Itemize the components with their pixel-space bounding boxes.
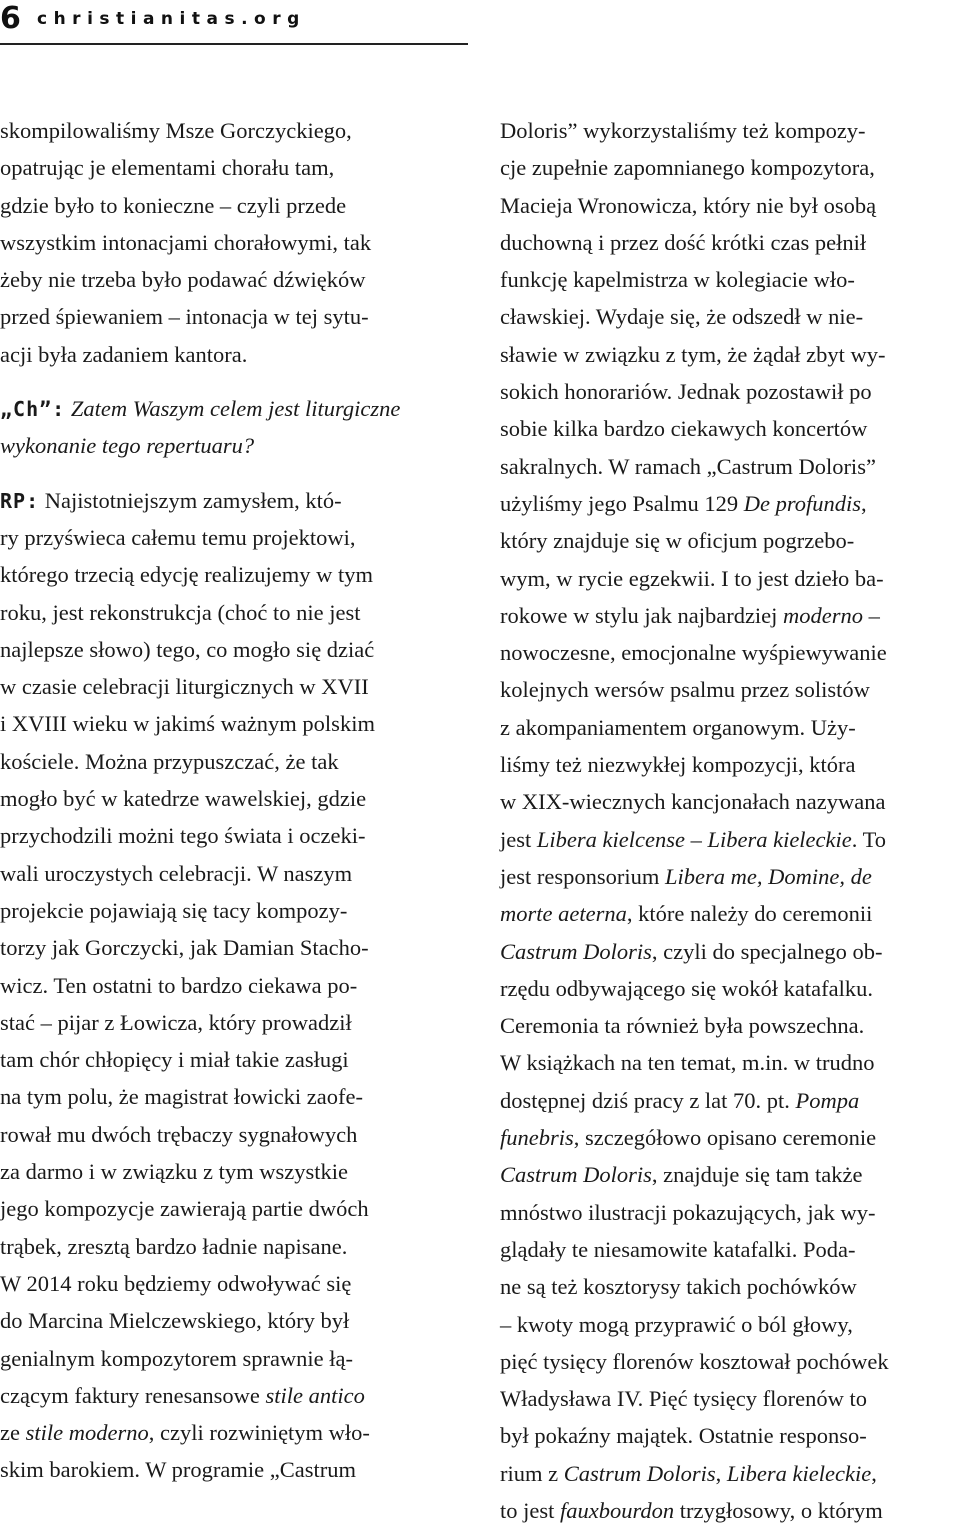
text-line: Macieja Wronowicza, który nie był osobą (500, 192, 877, 218)
italic-run: Pompa (795, 1087, 860, 1113)
text-line: z akompaniamentem organowym. Uży- (500, 714, 856, 740)
question-text: Zatem Waszym celem jest liturgiczne (70, 396, 401, 422)
text-line: wali uroczystych celebracji. W naszym (0, 860, 353, 886)
text-line: jego kompozycje zawierają partie dwóch (0, 1196, 369, 1222)
text-line (500, 895, 958, 932)
text-run: rokowe w stylu jak najbardziej (500, 602, 784, 628)
text-line (500, 1082, 958, 1119)
text-run: – (863, 602, 880, 628)
text-run: rium z (500, 1460, 564, 1486)
text-line: genialnym kompozytorem sprawnie łą- (0, 1345, 354, 1371)
left-column (0, 112, 456, 1489)
text-line: trąbek, zresztą bardzo ładnie napisane. (0, 1233, 348, 1259)
italic-run: fauxbourdon (560, 1497, 675, 1523)
text-line: roku, jest rekonstrukcja (choć to nie jest (0, 599, 361, 625)
italic-run: Libera kieleckie (726, 1460, 872, 1486)
text-line: którego trzecią edycję realizujemy w tym (0, 562, 373, 588)
text-line: gdzie było to konieczne – czyli przede (0, 192, 347, 218)
page-number: 6 (0, 1, 21, 36)
italic-run: stile moderno (25, 1420, 149, 1446)
text-line (0, 390, 456, 427)
text-line: wykonanie tego repertuaru? (0, 433, 255, 459)
text-line: kolejnych wersów psalmu przez solistów (500, 677, 870, 703)
text-line: nowoczesne, emocjonalne wyśpiewywanie (500, 640, 887, 666)
italic-run: funebris (500, 1125, 574, 1151)
text-line: mnóstwo ilustracji pokazujących, jak wy- (500, 1199, 876, 1225)
text-line (0, 482, 456, 519)
text-line (500, 1156, 958, 1193)
italic-run: Libera kielcense (536, 826, 685, 852)
text-run: , (871, 1460, 877, 1486)
text-line: w czasie celebracji liturgicznych w XVII (0, 674, 369, 700)
italic-run: morte aeterna (500, 901, 627, 927)
text-line: sobie kilka bardzo ciekawych koncertów (500, 416, 868, 442)
text-line: przed śpiewaniem – intonacja w tej sytu- (0, 304, 369, 330)
text-run: czącym faktury renesansowe (0, 1382, 266, 1408)
text-line: glądały te niesamowite katafalki. Poda- (500, 1236, 856, 1262)
paragraph-intro (0, 112, 456, 373)
text-line: rzędu odbywającego się wokół katafalku. (500, 975, 873, 1001)
text-line: mogło być w katedrze wawelskiej, gdzie (0, 786, 367, 812)
text-run: , (715, 1460, 727, 1486)
text-run: . To (851, 826, 887, 852)
text-line: kościele. Można przypuszczać, że tak (0, 748, 339, 774)
text-line: był pokaźny majątek. Ostatnie responso- (500, 1423, 867, 1449)
text-line: opatrując je elementami chorału tam, (0, 155, 335, 181)
text-line: pięć tysięcy florenów kosztował pochówek (500, 1348, 889, 1374)
text-line (500, 1492, 958, 1529)
italic-run: Libera kieleckie (707, 826, 852, 852)
text-line: stać – pijar z Łowicza, który prowadził (0, 1009, 352, 1035)
italic-run: moderno (783, 602, 864, 628)
italic-run: Castrum Doloris (500, 938, 652, 964)
text-line (500, 1455, 958, 1492)
text-line: W książkach na ten temat, m.in. w trudno (500, 1050, 875, 1076)
text-line: skompilowaliśmy Msze Gorczyckiego, (0, 118, 352, 143)
text-line: W 2014 roku będziemy odwoływać się (0, 1270, 352, 1296)
text-run: to jest (500, 1497, 560, 1523)
text-line: – kwoty mogą przyprawić o ból głowy, (500, 1311, 853, 1337)
text-run: , czyli do specjalnego ob- (651, 938, 883, 964)
text-line: cławskiej. Wydaje się, że odszedł w nie- (500, 304, 864, 330)
text-line: najlepsze słowo) tego, co mogło się dziać (0, 636, 375, 662)
text-line: który znajduje się w oficjum pogrzebo- (500, 528, 855, 554)
italic-run: Libera me, Domine, de (664, 863, 872, 889)
text-line: skim barokiem. W programie „Castrum (0, 1457, 356, 1483)
text-line: i XVIII wieku w jakimś ważnym polskim (0, 711, 375, 737)
text-line: cje zupełnie zapomnianego kompozytora, (500, 155, 875, 181)
text-line: wszystkim intonacjami chorałowymi, tak (0, 229, 372, 255)
answer-speaker: RP: (0, 488, 40, 513)
text-run: dostępnej dziś pracy z lat 70. pt. (500, 1087, 796, 1113)
text-line (500, 821, 958, 858)
text-run: trzygłosowy, o którym (674, 1497, 883, 1523)
text-line (500, 858, 958, 895)
text-line: w XIX-wiecznych kancjonałach nazywana (500, 789, 886, 815)
text-line: sławie w związku z tym, że żądał zbyt wy- (500, 341, 886, 367)
text-run: , czyli rozwiniętym wło- (148, 1420, 370, 1446)
text-run: , szczegółowo opisano ceremonie (573, 1125, 877, 1151)
text-line: za darmo i w związku z tym wszystkie (0, 1159, 349, 1185)
text-line (500, 485, 958, 522)
text-run: , (861, 490, 867, 516)
text-line: do Marcina Mielczewskiego, który był (0, 1308, 350, 1334)
text-line (500, 1119, 958, 1156)
text-run: jest (500, 826, 537, 852)
text-line: funkcję kapelmistrza w kolegiacie wło- (500, 267, 855, 293)
answer-text: Najistotniejszym zamysłem, któ- (44, 487, 342, 513)
italic-run: De profundis (743, 490, 862, 516)
text-line: rował mu dwóch trębaczy sygnałowych (0, 1121, 358, 1147)
text-line: tam chór chłopięcy i miał takie zasługi (0, 1047, 349, 1073)
text-line (0, 1377, 456, 1414)
text-run: , znajduje się tam także (651, 1162, 863, 1188)
italic-run: Castrum Doloris (500, 1162, 652, 1188)
site-name: christianitas.org (37, 9, 306, 29)
text-line: ne są też kosztorysy takich pochówków (500, 1274, 857, 1300)
right-column (500, 112, 958, 1529)
page-header (0, 0, 468, 44)
text-line: projekcie pojawiają się tacy kompozy- (0, 897, 348, 923)
header-rule (0, 43, 468, 45)
text-line: Władysława IV. Pięć tysięcy florenów to (500, 1386, 867, 1412)
text-line: Ceremonia ta również była powszechna. (500, 1013, 865, 1039)
text-line: wym, w rycie egzekwii. I to jest dzieło ba- (500, 565, 884, 591)
text-run: – (684, 826, 708, 852)
text-line: torzy jak Gorczycki, jak Damian Stacho- (0, 935, 369, 961)
text-line: żeby nie trzeba było podawać dźwięków (0, 267, 366, 293)
text-line: na tym polu, że magistrat łowicki zaofe- (0, 1084, 363, 1110)
text-run: jest responsorium (500, 863, 665, 889)
text-line: acji była zadaniem kantora. (0, 341, 248, 367)
question-speaker: „Ch”: (0, 397, 66, 422)
text-run: użyliśmy jego Psalmu 129 (500, 490, 744, 516)
text-line: duchowną i przez dość krótki czas pełnił (500, 229, 867, 255)
interview-answer (0, 482, 456, 1489)
italic-run: Castrum Doloris (563, 1460, 716, 1486)
text-line: ry przyświeca całemu temu projektowi, (0, 524, 356, 550)
text-line (0, 1414, 456, 1451)
text-run: , które należy do ceremonii (626, 901, 873, 927)
interview-question (0, 390, 456, 465)
text-line: liśmy też niezwykłej kompozycji, która (500, 752, 856, 778)
text-line: sokich honorariów. Jednak pozostawił po (500, 379, 872, 405)
text-line: wicz. Ten ostatni to bardzo ciekawa po- (0, 972, 358, 998)
text-line: Doloris” wykorzystaliśmy też kompozy- (500, 118, 866, 143)
italic-run: stile antico (265, 1382, 365, 1408)
text-line (500, 597, 958, 634)
text-line (500, 933, 958, 970)
text-line: przychodzili możni tego świata i oczeki- (0, 823, 366, 849)
text-run: ze (0, 1420, 26, 1446)
text-line: sakralnych. W ramach „Castrum Doloris” (500, 453, 876, 479)
